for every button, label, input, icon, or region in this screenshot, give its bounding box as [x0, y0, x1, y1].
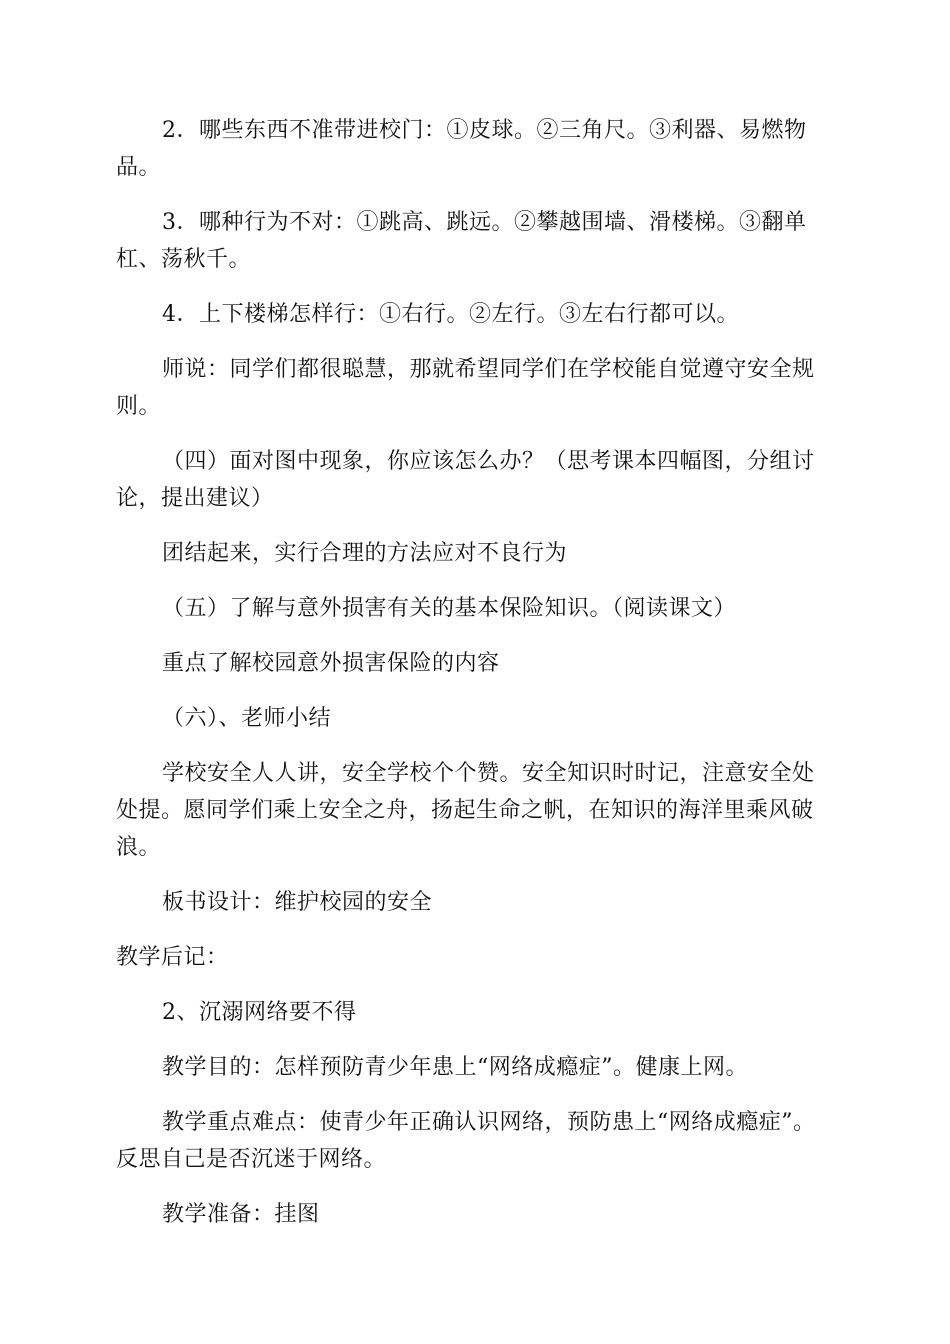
- paragraph: 教学后记：: [116, 945, 229, 970]
- paragraph: 板书设计：维护校园的安全: [162, 890, 433, 915]
- paragraph: （四）面对图中现象，你应该怎么办？（思考课本四幅图，分组讨论，提出建议）: [116, 449, 815, 511]
- paragraph: 教学目的：怎样预防青少年患上“网络成瘾症”。健康上网。: [162, 1055, 748, 1080]
- paragraph: 3．哪种行为不对：①跳高、跳远。②攀越围墙、滑楼梯。③翻单杠、荡秋千。: [116, 210, 807, 272]
- paragraph: 4．上下楼梯怎样行：①右行。②左行。③左右行都可以。: [162, 302, 739, 327]
- section-heading: 2、沉溺网络要不得: [162, 1000, 357, 1025]
- document-body: [116, 112, 836, 1233]
- paragraph: （五）了解与意外损害有关的基本保险知识。（阅读课文）: [162, 596, 737, 621]
- section-heading: （六）、老师小结: [162, 706, 332, 731]
- paragraph: 师说：同学们都很聪慧，那就希望同学们在学校能自觉遵守安全规则。: [116, 357, 815, 419]
- paragraph: 团结起来，实行合理的方法应对不良行为: [162, 541, 568, 566]
- paragraph: 学校安全人人讲，安全学校个个赞。安全知识时时记，注意安全处处提。愿同学们乘上安全之舟，扬起生命之帆，在知识的海洋里乘风破浪。: [116, 761, 815, 860]
- paragraph: 2．哪些东西不准带进校门：①皮球。②三角尺。③利器、易燃物品。: [116, 118, 807, 180]
- paragraph: 教学准备：挂图: [162, 1202, 320, 1227]
- paragraph: 重点了解校园意外损害保险的内容: [162, 651, 500, 676]
- paragraph: 教学重点难点：使青少年正确认识网络，预防患上“网络成瘾症”。反思自己是否沉迷于网络。: [116, 1110, 816, 1172]
